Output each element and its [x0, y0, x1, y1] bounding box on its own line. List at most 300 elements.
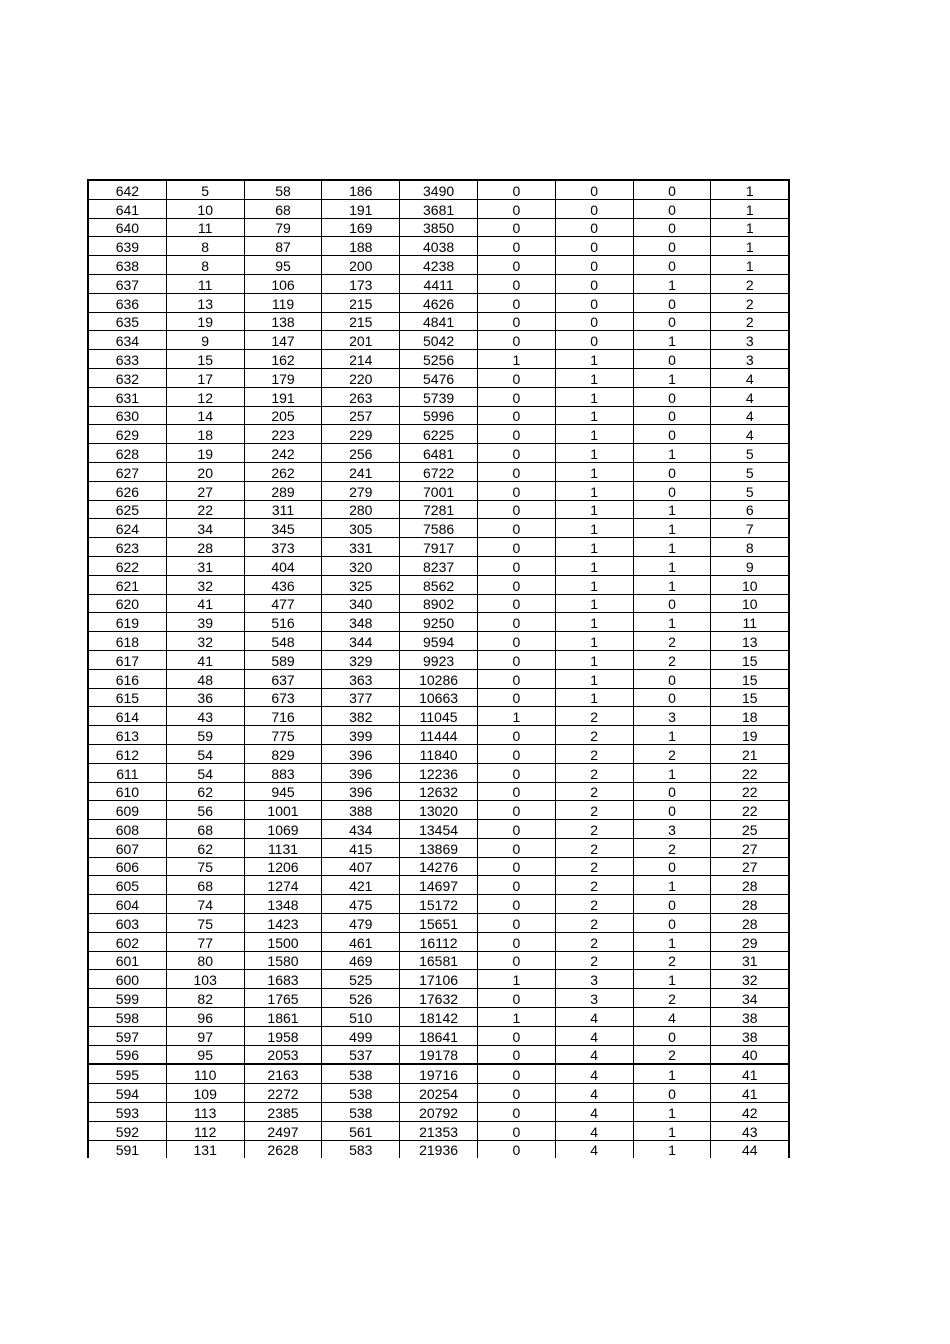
table-row [88, 688, 789, 707]
table-cell: 18641 [400, 1026, 478, 1045]
table-cell: 2497 [244, 1121, 322, 1140]
table-cell: 79 [244, 218, 322, 237]
table-cell: 74 [166, 895, 244, 914]
table-cell: 8237 [400, 556, 478, 575]
table-cell: 325 [322, 575, 400, 594]
table-cell: 147 [244, 331, 322, 350]
table-cell: 0 [633, 350, 711, 369]
table-cell: 15 [711, 688, 789, 707]
table-row [88, 1084, 789, 1103]
table-cell: 0 [477, 613, 555, 632]
table-cell: 436 [244, 575, 322, 594]
table-cell: 9250 [400, 613, 478, 632]
table-cell: 15 [166, 350, 244, 369]
table-cell: 31 [711, 951, 789, 970]
table-cell: 38 [711, 1026, 789, 1045]
table-cell: 0 [477, 895, 555, 914]
table-cell: 22 [711, 801, 789, 820]
table-cell: 32 [711, 970, 789, 989]
table-cell: 263 [322, 387, 400, 406]
table-cell: 56 [166, 801, 244, 820]
table-cell: 2 [555, 951, 633, 970]
table-cell: 434 [322, 820, 400, 839]
table-cell: 188 [322, 237, 400, 256]
table-cell: 95 [244, 256, 322, 275]
table-cell: 2 [555, 726, 633, 745]
table-cell: 191 [244, 387, 322, 406]
table-row [88, 387, 789, 406]
table-cell: 106 [244, 274, 322, 293]
table-cell: 0 [477, 688, 555, 707]
table-cell: 5 [166, 180, 244, 199]
table-cell: 642 [88, 180, 166, 199]
table-row [88, 951, 789, 970]
table-cell: 0 [555, 199, 633, 218]
table-cell: 11 [166, 274, 244, 293]
table-row [88, 1026, 789, 1045]
table-cell: 11 [166, 218, 244, 237]
table-cell: 344 [322, 632, 400, 651]
table-cell: 7281 [400, 500, 478, 519]
table-cell: 169 [322, 218, 400, 237]
table-cell: 2 [555, 932, 633, 951]
table-cell: 1 [555, 613, 633, 632]
table-cell: 1 [633, 538, 711, 557]
table-cell: 18 [166, 425, 244, 444]
table-cell: 0 [477, 951, 555, 970]
table-cell: 526 [322, 989, 400, 1008]
table-cell: 4 [555, 1008, 633, 1027]
table-row [88, 519, 789, 538]
table-cell: 4411 [400, 274, 478, 293]
table-cell: 214 [322, 350, 400, 369]
table-cell: 0 [633, 387, 711, 406]
table-cell: 589 [244, 650, 322, 669]
table-cell: 119 [244, 293, 322, 312]
table-cell: 43 [711, 1121, 789, 1140]
table-cell: 0 [477, 575, 555, 594]
table-cell: 602 [88, 932, 166, 951]
table-cell: 1 [555, 500, 633, 519]
table-cell: 29 [711, 932, 789, 951]
table-cell: 0 [633, 857, 711, 876]
table-cell: 13 [166, 293, 244, 312]
table-cell: 12 [166, 387, 244, 406]
table-cell: 2 [633, 838, 711, 857]
table-cell: 2 [633, 650, 711, 669]
table-cell: 475 [322, 895, 400, 914]
table-cell: 1 [711, 256, 789, 275]
table-cell: 622 [88, 556, 166, 575]
table-cell: 113 [166, 1103, 244, 1122]
table-cell: 256 [322, 444, 400, 463]
table-cell: 1001 [244, 801, 322, 820]
table-cell: 607 [88, 838, 166, 857]
table-cell: 382 [322, 707, 400, 726]
table-cell: 1 [633, 274, 711, 293]
table-cell: 0 [633, 406, 711, 425]
table-row [88, 801, 789, 820]
table-cell: 1 [555, 650, 633, 669]
table-cell: 11045 [400, 707, 478, 726]
table-cell: 4 [555, 1026, 633, 1045]
table-row [88, 575, 789, 594]
table-cell: 4038 [400, 237, 478, 256]
table-cell: 6722 [400, 462, 478, 481]
table-cell: 0 [477, 763, 555, 782]
table-cell: 75 [166, 857, 244, 876]
table-cell: 32 [166, 632, 244, 651]
table-cell: 1580 [244, 951, 322, 970]
table-cell: 407 [322, 857, 400, 876]
table-cell: 39 [166, 613, 244, 632]
table-cell: 75 [166, 914, 244, 933]
table-cell: 9 [166, 331, 244, 350]
table-cell: 38 [711, 1008, 789, 1027]
table-cell: 7586 [400, 519, 478, 538]
table-cell: 8 [711, 538, 789, 557]
table-cell: 640 [88, 218, 166, 237]
table-cell: 0 [633, 218, 711, 237]
table-cell: 25 [711, 820, 789, 839]
table-cell: 0 [477, 914, 555, 933]
table-cell: 634 [88, 331, 166, 350]
table-cell: 461 [322, 932, 400, 951]
table-cell: 289 [244, 481, 322, 500]
table-cell: 0 [633, 801, 711, 820]
table-cell: 1765 [244, 989, 322, 1008]
table-cell: 0 [633, 895, 711, 914]
table-cell: 215 [322, 293, 400, 312]
score-table-body [88, 180, 789, 1158]
table-cell: 0 [633, 425, 711, 444]
table-cell: 4 [711, 387, 789, 406]
table-cell: 20792 [400, 1103, 478, 1122]
table-cell: 42 [711, 1103, 789, 1122]
table-row [88, 613, 789, 632]
table-cell: 2053 [244, 1045, 322, 1064]
table-cell: 2 [555, 744, 633, 763]
table-cell: 27 [711, 838, 789, 857]
table-row [88, 763, 789, 782]
table-row [88, 650, 789, 669]
table-cell: 0 [633, 782, 711, 801]
table-cell: 12236 [400, 763, 478, 782]
table-cell: 538 [322, 1103, 400, 1122]
table-cell: 14 [166, 406, 244, 425]
table-cell: 5256 [400, 350, 478, 369]
table-cell: 0 [477, 932, 555, 951]
table-cell: 479 [322, 914, 400, 933]
table-cell: 68 [166, 820, 244, 839]
table-cell: 2 [555, 801, 633, 820]
table-row [88, 1064, 789, 1083]
table-cell: 97 [166, 1026, 244, 1045]
table-cell: 632 [88, 368, 166, 387]
table-cell: 11 [711, 613, 789, 632]
table-cell: 4 [555, 1121, 633, 1140]
table-cell: 340 [322, 594, 400, 613]
table-cell: 1423 [244, 914, 322, 933]
table-cell: 2 [633, 989, 711, 1008]
table-row [88, 199, 789, 218]
table-cell: 10 [711, 594, 789, 613]
table-cell: 0 [477, 444, 555, 463]
table-cell: 8 [166, 256, 244, 275]
table-cell: 0 [477, 274, 555, 293]
table-cell: 80 [166, 951, 244, 970]
table-cell: 2272 [244, 1084, 322, 1103]
table-cell: 499 [322, 1026, 400, 1045]
table-cell: 627 [88, 462, 166, 481]
table-cell: 6481 [400, 444, 478, 463]
table-row [88, 726, 789, 745]
table-cell: 593 [88, 1103, 166, 1122]
table-row [88, 425, 789, 444]
table-cell: 48 [166, 669, 244, 688]
table-cell: 0 [477, 293, 555, 312]
table-cell: 18142 [400, 1008, 478, 1027]
table-cell: 399 [322, 726, 400, 745]
table-cell: 1683 [244, 970, 322, 989]
table-cell: 4 [633, 1008, 711, 1027]
table-cell: 0 [477, 1121, 555, 1140]
table-cell: 0 [477, 218, 555, 237]
table-cell: 0 [633, 312, 711, 331]
table-cell: 82 [166, 989, 244, 1008]
table-cell: 12632 [400, 782, 478, 801]
table-cell: 59 [166, 726, 244, 745]
table-cell: 626 [88, 481, 166, 500]
table-cell: 0 [555, 180, 633, 199]
table-row [88, 331, 789, 350]
table-row [88, 1121, 789, 1140]
table-cell: 1500 [244, 932, 322, 951]
table-cell: 637 [88, 274, 166, 293]
table-cell: 103 [166, 970, 244, 989]
table-cell: 311 [244, 500, 322, 519]
table-cell: 599 [88, 989, 166, 1008]
table-cell: 10 [711, 575, 789, 594]
table-cell: 5996 [400, 406, 478, 425]
table-cell: 603 [88, 914, 166, 933]
table-cell: 13454 [400, 820, 478, 839]
table-cell: 1 [633, 556, 711, 575]
table-cell: 10286 [400, 669, 478, 688]
table-cell: 19716 [400, 1064, 478, 1083]
table-cell: 13869 [400, 838, 478, 857]
table-cell: 329 [322, 650, 400, 669]
table-row [88, 180, 789, 199]
table-cell: 0 [633, 914, 711, 933]
table-cell: 5 [711, 444, 789, 463]
table-cell: 0 [477, 876, 555, 895]
table-cell: 1 [555, 481, 633, 500]
table-cell: 421 [322, 876, 400, 895]
table-cell: 598 [88, 1008, 166, 1027]
table-cell: 1 [711, 180, 789, 199]
table-cell: 19 [166, 444, 244, 463]
table-cell: 610 [88, 782, 166, 801]
table-cell: 2 [555, 895, 633, 914]
table-cell: 623 [88, 538, 166, 557]
table-cell: 945 [244, 782, 322, 801]
table-cell: 594 [88, 1084, 166, 1103]
table-cell: 0 [477, 538, 555, 557]
table-cell: 305 [322, 519, 400, 538]
table-cell: 612 [88, 744, 166, 763]
table-cell: 54 [166, 763, 244, 782]
table-cell: 9 [711, 556, 789, 575]
table-cell: 1 [633, 932, 711, 951]
table-cell: 241 [322, 462, 400, 481]
table-cell: 0 [633, 1084, 711, 1103]
table-cell: 377 [322, 688, 400, 707]
table-cell: 829 [244, 744, 322, 763]
table-cell: 6225 [400, 425, 478, 444]
table-cell: 205 [244, 406, 322, 425]
table-cell: 21 [711, 744, 789, 763]
table-cell: 1 [633, 876, 711, 895]
table-cell: 17106 [400, 970, 478, 989]
table-cell: 138 [244, 312, 322, 331]
table-row [88, 274, 789, 293]
table-cell: 15651 [400, 914, 478, 933]
table-cell: 883 [244, 763, 322, 782]
table-cell: 0 [633, 1026, 711, 1045]
table-cell: 0 [477, 1103, 555, 1122]
table-cell: 614 [88, 707, 166, 726]
table-cell: 43 [166, 707, 244, 726]
table-cell: 0 [477, 989, 555, 1008]
table-cell: 2 [555, 876, 633, 895]
table-cell: 404 [244, 556, 322, 575]
table-cell: 19178 [400, 1045, 478, 1064]
table-cell: 131 [166, 1140, 244, 1158]
table-cell: 4 [555, 1103, 633, 1122]
table-cell: 591 [88, 1140, 166, 1158]
table-cell: 0 [477, 406, 555, 425]
table-cell: 7917 [400, 538, 478, 557]
table-cell: 415 [322, 838, 400, 857]
table-cell: 477 [244, 594, 322, 613]
table-cell: 2 [711, 312, 789, 331]
table-cell: 0 [477, 481, 555, 500]
table-cell: 0 [477, 744, 555, 763]
table-cell: 1 [633, 368, 711, 387]
table-cell: 0 [633, 180, 711, 199]
table-cell: 13 [711, 632, 789, 651]
table-row [88, 707, 789, 726]
table-cell: 28 [711, 914, 789, 933]
table-cell: 537 [322, 1045, 400, 1064]
table-cell: 331 [322, 538, 400, 557]
table-cell: 9923 [400, 650, 478, 669]
table-cell: 16112 [400, 932, 478, 951]
table-cell: 68 [244, 199, 322, 218]
table-cell: 1 [555, 632, 633, 651]
table-cell: 1 [555, 538, 633, 557]
table-cell: 516 [244, 613, 322, 632]
table-cell: 596 [88, 1045, 166, 1064]
table-cell: 0 [477, 632, 555, 651]
table-cell: 17 [166, 368, 244, 387]
table-cell: 2 [633, 951, 711, 970]
table-cell: 3 [711, 350, 789, 369]
table-cell: 34 [166, 519, 244, 538]
table-row [88, 895, 789, 914]
table-row [88, 820, 789, 839]
table-cell: 538 [322, 1084, 400, 1103]
table-cell: 1 [555, 669, 633, 688]
table-cell: 2385 [244, 1103, 322, 1122]
table-cell: 600 [88, 970, 166, 989]
table-cell: 510 [322, 1008, 400, 1027]
table-cell: 173 [322, 274, 400, 293]
table-cell: 0 [633, 256, 711, 275]
table-cell: 5739 [400, 387, 478, 406]
table-cell: 15 [711, 669, 789, 688]
table-cell: 601 [88, 951, 166, 970]
table-cell: 4 [555, 1064, 633, 1083]
table-cell: 1 [633, 970, 711, 989]
table-cell: 15172 [400, 895, 478, 914]
table-cell: 2 [711, 274, 789, 293]
table-cell: 0 [477, 857, 555, 876]
table-cell: 0 [477, 199, 555, 218]
table-cell: 1069 [244, 820, 322, 839]
table-cell: 604 [88, 895, 166, 914]
table-cell: 1861 [244, 1008, 322, 1027]
table-cell: 2 [633, 744, 711, 763]
table-cell: 0 [477, 1045, 555, 1064]
table-cell: 87 [244, 237, 322, 256]
table-cell: 0 [555, 256, 633, 275]
table-cell: 41 [166, 650, 244, 669]
table-cell: 262 [244, 462, 322, 481]
table-cell: 1 [555, 368, 633, 387]
table-cell: 0 [633, 688, 711, 707]
table-cell: 3 [555, 970, 633, 989]
table-cell: 28 [711, 895, 789, 914]
table-cell: 0 [477, 462, 555, 481]
table-cell: 1 [633, 1064, 711, 1083]
table-cell: 592 [88, 1121, 166, 1140]
table-cell: 179 [244, 368, 322, 387]
table-cell: 215 [322, 312, 400, 331]
table-row [88, 256, 789, 275]
table-cell: 27 [166, 481, 244, 500]
table-cell: 1 [711, 199, 789, 218]
table-cell: 8902 [400, 594, 478, 613]
table-cell: 13020 [400, 801, 478, 820]
table-cell: 0 [633, 594, 711, 613]
table-cell: 1 [555, 444, 633, 463]
table-cell: 28 [166, 538, 244, 557]
table-cell: 0 [555, 293, 633, 312]
table-cell: 595 [88, 1064, 166, 1083]
table-cell: 28 [711, 876, 789, 895]
table-cell: 583 [322, 1140, 400, 1158]
table-cell: 629 [88, 425, 166, 444]
table-cell: 22 [711, 782, 789, 801]
table-row [88, 368, 789, 387]
table-cell: 280 [322, 500, 400, 519]
table-cell: 620 [88, 594, 166, 613]
table-cell: 21936 [400, 1140, 478, 1158]
table-cell: 1274 [244, 876, 322, 895]
table-cell: 22 [166, 500, 244, 519]
